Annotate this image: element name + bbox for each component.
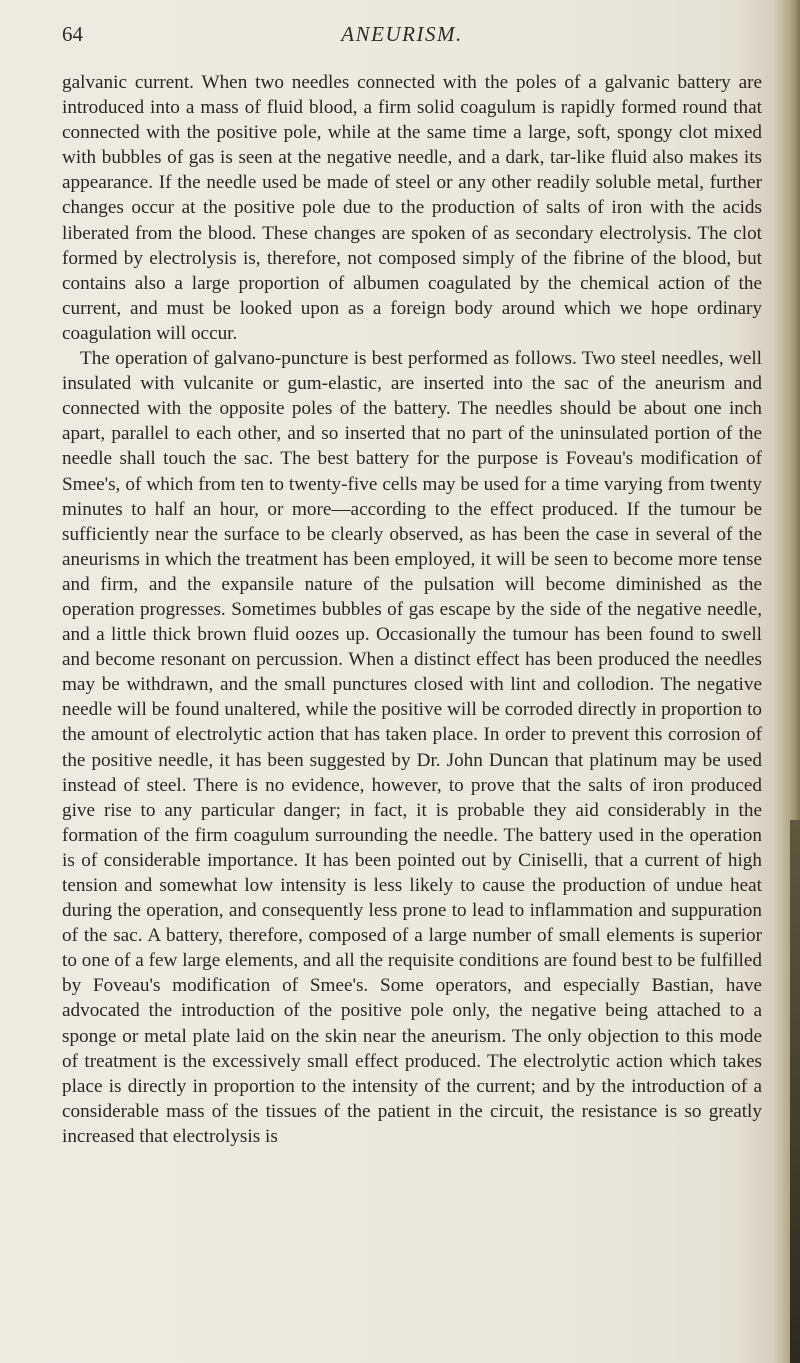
page-number: 64: [62, 22, 83, 46]
paragraph-galvano-puncture: The operation of galvano-puncture is best performed as follows. Two steel needles, well insulated with vulcanite or gum-elastic, are inserted into the sac of the aneurism and connected with the opposite poles of the battery. The needles should be about one inch apart, parallel to each other, and so inserted that no part of the uninsulated portion of the needle shall touch the sac. The best battery for the purpose is Foveau's modification of Smee's, of which from ten to twenty-five cells may be used for a time varying from twenty minutes to half an hour, or more—according to the effect produced. If the tumour be sufficiently near the surface to be clearly observed, as has been the case in several of the aneurisms in which the treatment has been employed, it will be seen to become more tense and firm, and the expansile nature of the pulsation will become diminished as the operation progresses. Sometimes bubbles of gas escape by the side of the negative needle, and a little thick brown fluid oozes up. Occasionally the tumour has been found to swell and become resonant on percussion. When a distinct effect has been produced the needles may be withdrawn, and the small punctures closed with lint and collodion. The negative needle will be found unaltered, while the positive will be corroded directly in proportion to the amount of electrolytic action that has taken place. In order to prevent this corrosion of the positive needle, it has been suggested by Dr. John Duncan that platinum may be used instead of steel. There is no evidence, however, to prove that the salts of iron produced give rise to any particular danger; in fact, it is probable they aid considerably in the formation of the firm coagulum surrounding the needle. The battery used in the operation is of considerable importance. It has been pointed out by Ciniselli, that a current of high tension and somewhat low intensity is less likely to cause the production of undue heat during the operation, and consequently less prone to lead to inflammation and suppuration of the sac. A battery, therefore, composed of a large number of small elements is superior to one of a few large elements, and all the requisite conditions are found best to be fulfilled by Foveau's modification of Smee's. Some operators, and especially Bastian, have advocated the introduction of the positive pole only, the negative being attached to a sponge or metal plate laid on the skin near the aneurism. The only objection to this mode of treatment is the excessively small effect produced. The electrolytic action which takes place is directly in proportion to the intensity of the current; and by the introduction of a considerable mass of the tissues of the patient in the circuit, the resistance is so greatly increased that electrolysis is: [62, 348, 762, 1147]
paragraph-continued: galvanic current. When two needles connected with the poles of a galvanic battery are introduced into a mass of fluid blood, a firm solid coagulum is rapidly formed round that connected with the positive pole, while at the same time a large, soft, spongy clot mixed with bubbles of gas is seen at the negative needle, and a dark, tar-like fluid also makes its appearance. If the needle used be made of steel or any other readily soluble metal, further changes occur at the positive pole due to the production of salts of iron with the acids liberated from the blood. These changes are spoken of as secondary electrolysis. The clot formed by electrolysis is, therefore, not composed simply of the fibrine of the blood, but contains also a large proportion of albumen coagulated by the chemical action of the current, and must be looked upon as a foreign body around which we hope ordinary coagulation will occur.: [62, 72, 762, 344]
page-header: [62, 22, 742, 62]
running-head: ANEURISM.: [341, 22, 463, 46]
page-edge-dark: [790, 820, 800, 1363]
body-text: [62, 70, 762, 1149]
